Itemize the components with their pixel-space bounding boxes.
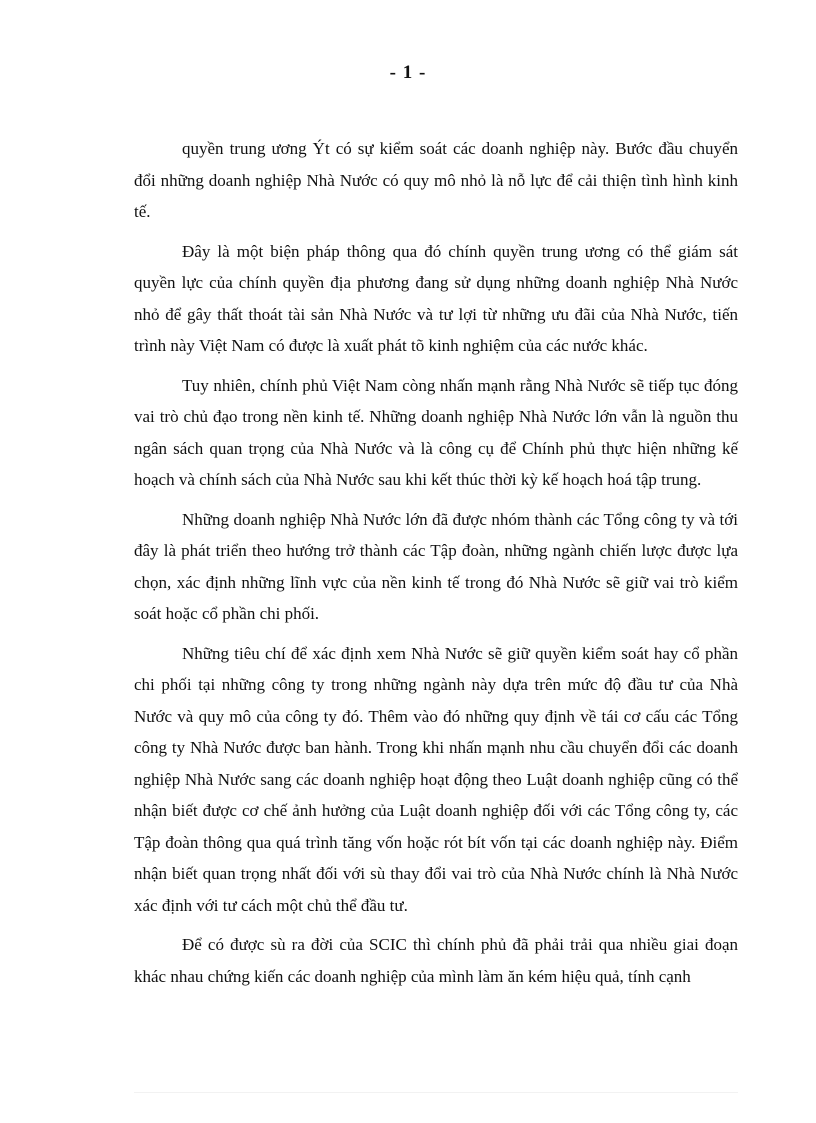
page-footer-divider [134, 1092, 738, 1093]
page-number: - 1 - [389, 62, 427, 83]
paragraph-6: Để có được sù ra đời của SCIC thì chính phủ đã phải trải qua nhiều giai đoạn khác nhau chứng kiến các doanh nghiệp của mình làm ăn kém hiệu quả, tính cạnh [134, 935, 738, 986]
paragraph-4: Những doanh nghiệp Nhà Nước lớn đã được nhóm thành các Tổng công ty và tới đây là phát triển theo hướng trở thành các Tập đoàn, những ngành chiến lược được lựa chọn, xác định những lĩnh vực của nền kinh tế trong đó Nhà Nước sẽ giữ vai trò kiểm soát hoặc cổ phần chi phối. [134, 509, 738, 623]
paragraph-2: Đây là một biện pháp thông qua đó chính quyền trung ương có thể giám sát quyền lực của chính quyền địa phương đang sử dụng những doanh nghiệp Nhà Nước nhỏ để gây thất thoát tài sản Nhà Nước và tư lợi từ những ưu đãi của Nhà Nước, tiến trình này Việt Nam có được là xuất phát tõ kinh nghiệm của các nước khác. [134, 241, 738, 355]
body-text [134, 133, 738, 992]
paragraph-3: Tuy nhiên, chính phủ Việt Nam còng nhấn mạnh rằng Nhà Nước sẽ tiếp tục đóng vai trò chủ đạo trong nền kinh tế. Những doanh nghiệp Nhà Nước lớn vẫn là nguồn thu ngân sách quan trọng của Nhà Nước và là công cụ để Chính phủ thực hiện những kế hoạch và chính sách của Nhà Nước sau khi kết thúc thời kỳ kế hoạch hoá tập trung. [134, 375, 738, 489]
paragraph-5: Những tiêu chí để xác định xem Nhà Nước sẽ giữ quyền kiểm soát hay cổ phần chi phối tại những công ty trong những ngành này dựa trên mức độ đầu tư của Nhà Nước và quy mô của công ty đó. Thêm vào đó những quy định về tái cơ cấu các Tổng công ty Nhà Nước được ban hành. Trong khi nhấn mạnh nhu cầu chuyển đổi các doanh nghiệp Nhà Nước sang các doanh nghiệp hoạt động theo Luật doanh nghiệp cũng có thể nhận biết được cơ chế ảnh hưởng của Luật doanh nghiệp đối với các Tổng công ty, các Tập đoàn thông qua quá trình tăng vốn hoặc rót bít vốn tại các doanh nghiệp này. Điểm nhận biết quan trọng nhất đối với sù thay đổi vai trò của Nhà Nước chính là Nhà Nước xác định với tư cách một chủ thể đầu tư. [134, 643, 738, 915]
paragraph-1: quyền trung ương Ýt có sự kiểm soát các doanh nghiệp này. Bước đầu chuyển đổi những doanh nghiệp Nhà Nước có quy mô nhỏ là nỗ lực để cải thiện tình hình kinh tế. [134, 139, 738, 221]
